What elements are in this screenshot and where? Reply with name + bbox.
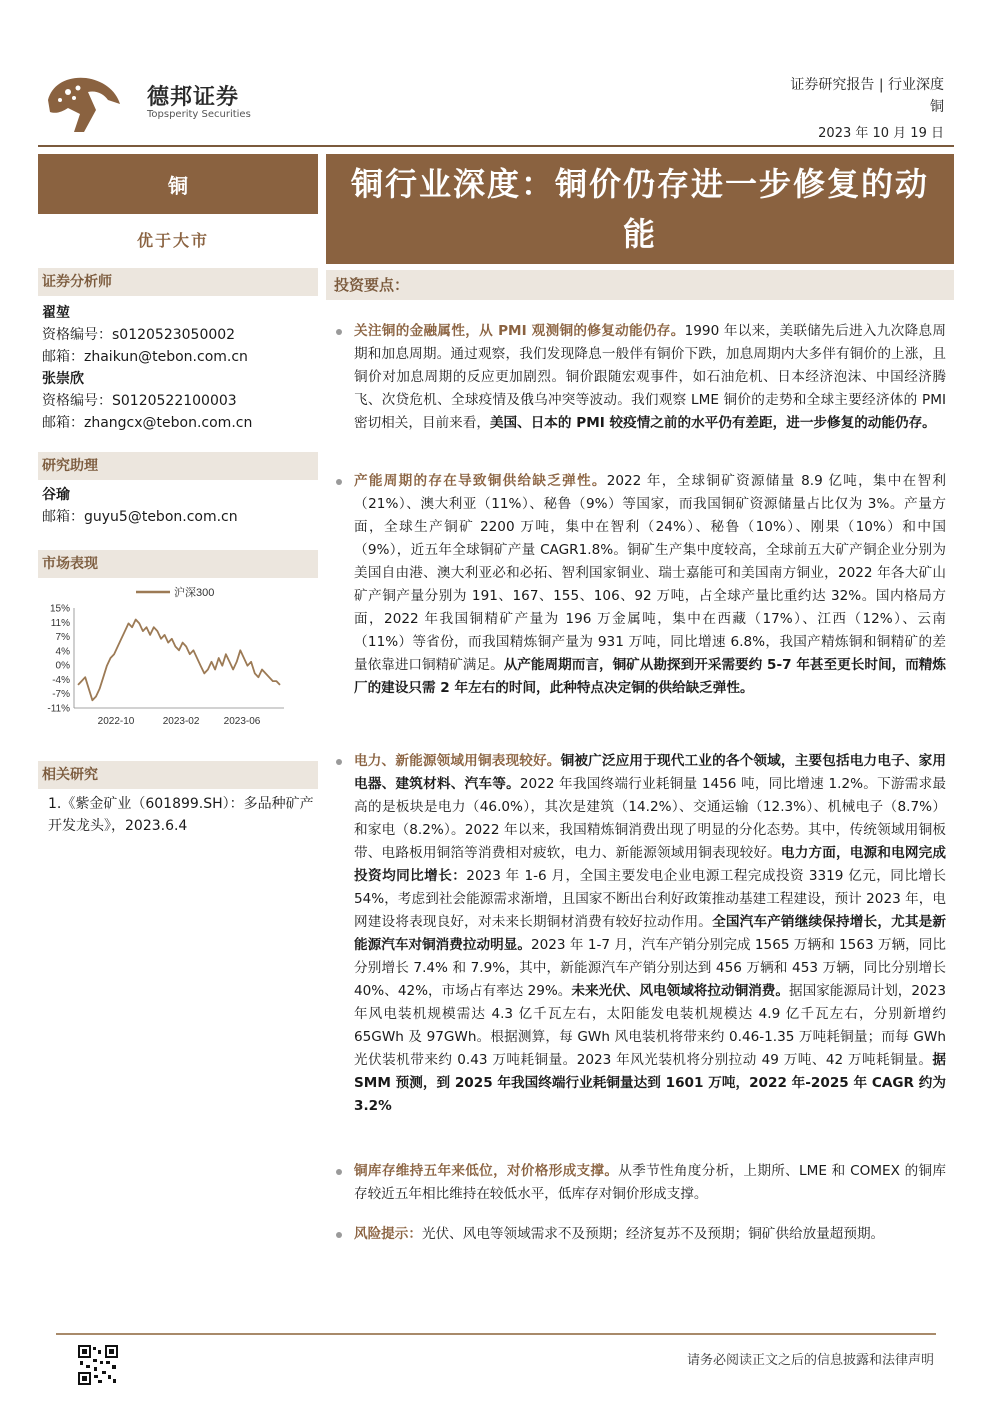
assistant-block [42,484,238,528]
footer-divider [56,1333,936,1335]
rating: 优于大市 [136,231,209,250]
chart-legend-label: 沪深300 [174,587,215,599]
report-sector: 铜 [930,99,944,115]
key-points-head: 投资要点： [326,270,954,300]
chart-series-line [78,620,280,701]
chart-y-tick-label: 0% [55,660,70,672]
chart-y-tick-label: -11% [47,703,70,715]
brand-name: 德邦证券 [147,85,240,110]
related-item[interactable]: 1.《紫金矿业（601899.SH）：多品种矿产开发龙头》，2023.6.4 [48,796,314,834]
assistant-email[interactable]: 邮箱：guyu5@tebon.com.cn [42,509,238,525]
analyst-block [42,302,252,434]
key-point-3: 电力、新能源领域用铜表现较好。铜被广泛应用于现代工业的各个领域，主要包括电力电子、家用电器、建筑材料、汽车等。2022 年我国终端行业耗铜量 1456 吨，同比增速 1.2%。下游需求最高的是板块是电力（46.0%），其次是建筑（14.2%）、交通运输（12.3%）、机械电子（8.7%）和家电（8.2%）。2022 年以来，我国精炼铜消费出现了明显的分化态势。其中，传统领域用铜板带、电路板用铜箔等消费相对疲软，电力、新能源领域用铜表现较好。电力方面，电源和电网完成投资均同比增长：2023 年 1-6 月，全国主要发电企业电源工程完成投资 3319 亿元，同比增长 54%，考虑到社会能源需求渐增，且国家不断出台利好政策推动基建工程建设，预计 2023 年，电网建设将表现良好，对未来长期铜材消费有较好拉动作用。全国汽车产销继续保持增长，尤其是新能源汽车对铜消费拉动明显。2023 年 1-7 月，汽车产销分别完成 1565 万辆和 1563 万辆，同比分别增长 7.4% 和 7.9%，其中，新能源汽车产销分别达到 456 万辆和 453 万辆，同比分别增长 40%、42%，市场占有率达 29%。未来光伏、风电领域将拉动铜消费。据国家能源局计划，2023 年风电装机规模需达 4.3 亿千瓦左右，太阳能发电装机规模达 4.9 亿千瓦左右，分别新增约 65GWh 及 97GWh。根据测算，每 GWh 风电装机将带来约 0.46-1.35 万吨耗铜量；而每 GWh 光伏装机带来约 0.43 万吨耗铜量。2023 年风光装机将分别拉动 49 万吨、42 万吨耗铜量。据 SMM 预测，到 2025 年我国终端行业耗铜量达到 1601 万吨，2022 年-2025 年 CAGR 约为 3.2% [336,750,946,1118]
brand-logo-icon [44,70,124,138]
report-type: 证券研究报告 | 行业深度 [790,77,944,93]
chart-y-tick-label: 11% [50,617,70,629]
analyst-cert: 资格编号：s0120523050002 [42,327,236,343]
related-section-head: 相关研究 [38,761,318,789]
assistant-section-head: 研究助理 [38,452,318,480]
key-point-5: 风险提示：光伏、风电等领域需求不及预期；经济复苏不及预期；铜矿供给放量超预期。 [336,1223,946,1246]
report-meta [790,74,944,118]
report-date: 2023 年 10 月 19 日 [818,126,944,141]
chart-y-tick-label: 15% [49,603,70,615]
qr-code-icon[interactable] [78,1345,118,1385]
analyst-name: 翟堃 [42,305,70,321]
analyst-section-head: 证券分析师 [38,268,318,296]
analyst-email[interactable]: 邮箱：zhangcx@tebon.com.cn [42,415,253,431]
chart-y-tick-label: -7% [52,689,70,701]
brand-name-en: Topsperity Securities [147,109,251,120]
chart-y-tick-label: -4% [52,674,70,686]
sector-label: 铜 [38,154,318,214]
chart-x-tick-label: 2022-10 [97,716,135,727]
header-divider [38,145,954,147]
market-performance-chart [38,578,318,728]
chart-x-tick-label: 2023-02 [162,716,200,727]
assistant-name: 谷瑜 [42,487,70,503]
chart-y-tick-label: 7% [55,632,70,644]
chart-x-tick-label: 2023-06 [223,716,261,727]
key-point-1: 关注铜的金融属性，从 PMI 观测铜的修复动能仍存。1990 年以来，美联储先后进入九次降息周期和加息周期。通过观察，我们发现降息一般伴有铜价下跌，加息周期内大多伴有铜价的上涨，且铜价对加息周期的反应更加剧烈。铜价跟随宏观事件，如石油危机、日本经济泡沫、中国经济腾飞、次贷危机、全球疫情及俄乌冲突等波动。我们观察 LME 铜价的走势和全球主要经济体的 PMI 密切相关，目前来看，美国、日本的 PMI 较疫情之前的水平仍有差距，进一步修复的动能仍存。 [336,320,946,435]
analyst-email[interactable]: 邮箱：zhaikun@tebon.com.cn [42,349,248,365]
chart-y-tick-label: 4% [55,646,70,658]
analyst-cert: 资格编号：S0120522100003 [42,393,237,409]
market-section-head: 市场表现 [38,550,318,578]
key-point-4: 铜库存维持五年来低位，对价格形成支撑。从季节性角度分析，上期所、LME 和 COMEX 的铜库存较近五年相比维持在较低水平，低库存对铜价形成支撑。 [336,1160,946,1206]
report-title: 铜行业深度：铜价仍存进一步修复的动能 [326,154,954,264]
analyst-name: 张崇欣 [42,371,84,387]
disclaimer-note: 请务必阅读正文之后的信息披露和法律声明 [686,1353,934,1368]
key-point-2: 产能周期的存在导致铜供给缺乏弹性。2022 年，全球铜矿资源储量 8.9 亿吨，集中在智利（21%）、澳大利亚（11%）、秘鲁（9%）等国家，而我国铜矿资源储量占比仅为 3%。产量方面，全球生产铜矿 2200 万吨，集中在智利（24%）、秘鲁（10%）、刚果（10%）和中国（9%），近五年全球铜矿产量 CAGR1.8%。铜矿生产集中度较高，全球前五大矿产铜企业分别为美国自由港、澳大利亚必和必拓、智利国家铜业、瑞士嘉能可和美国南方铜业，2022 年各大矿山矿产铜产量分别为 191、167、155、106、92 万吨，占全球产量比重约达 32%。国内格局方面，2022 年我国铜精矿产量为 196 万金属吨，集中在西藏（17%）、江西（12%）、云南（11%）等省份，而我国精炼铜产量为 931 万吨，同比增速 6.8%，我国产精炼铜和铜精矿的差量依靠进口铜精矿满足。从产能周期而言，铜矿从勘探到开采需要约 5-7 年甚至更长时间，而精炼厂的建设只需 2 年左右的时间，此种特点决定铜的供给缺乏弹性。 [336,470,946,700]
